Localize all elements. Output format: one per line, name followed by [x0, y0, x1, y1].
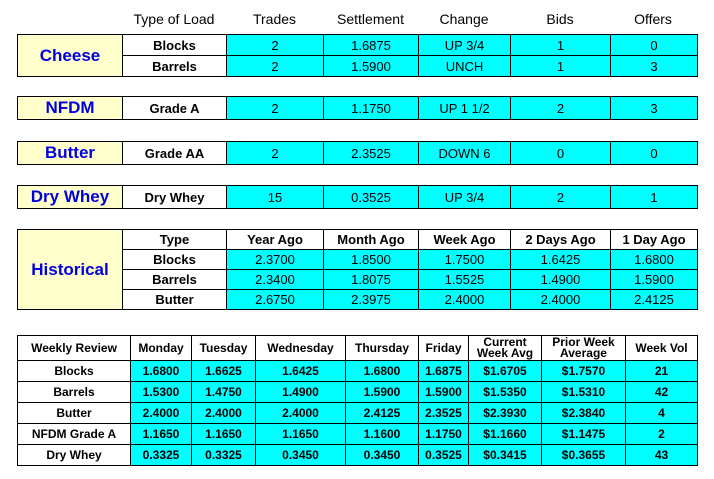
- historical-value: 2.4125: [611, 290, 698, 310]
- historical-value: 2.3700: [227, 250, 324, 270]
- weekly-value: $1.1660: [469, 424, 542, 445]
- cheese-settlement: 1.6875: [324, 35, 419, 56]
- weekly-value: $0.3655: [542, 445, 626, 466]
- weekly-col-header: Tuesday: [192, 336, 256, 361]
- weekly-row: [18, 382, 698, 403]
- cheese-offers: 3: [611, 56, 698, 77]
- cheese-load: Barrels: [123, 56, 227, 77]
- weekly-value: 1.4900: [256, 382, 346, 403]
- weekly-value: 2.4125: [346, 403, 419, 424]
- historical-col-header: 1 Day Ago: [611, 230, 698, 250]
- weekly-value: 1.4750: [192, 382, 256, 403]
- weekly-col-header: Friday: [419, 336, 469, 361]
- historical-value: 1.5525: [419, 270, 511, 290]
- historical-table: [17, 229, 698, 310]
- cheese-table: [17, 34, 698, 77]
- drywhey-trades: 15: [227, 186, 324, 209]
- nfdm-offers: 3: [611, 97, 698, 120]
- weekly-row-name: Butter: [18, 403, 131, 424]
- weekly-value: 1.6800: [346, 361, 419, 382]
- historical-type: Butter: [123, 290, 227, 310]
- butter-title: Butter: [18, 142, 123, 165]
- weekly-col-header: Week Vol: [626, 336, 698, 361]
- historical-value: 1.6800: [611, 250, 698, 270]
- cheese-change: UNCH: [419, 56, 511, 77]
- historical-col-header: Week Ago: [419, 230, 511, 250]
- weekly-row: [18, 424, 698, 445]
- historical-col-header: 2 Days Ago: [511, 230, 611, 250]
- weekly-value: 1.1600: [346, 424, 419, 445]
- historical-value: 1.7500: [419, 250, 511, 270]
- historical-col-header: Year Ago: [227, 230, 324, 250]
- nfdm-settlement: 1.1750: [324, 97, 419, 120]
- header-bids: Bids: [546, 11, 574, 27]
- weekly-value: 21: [626, 361, 698, 382]
- weekly-value: 1.6425: [256, 361, 346, 382]
- nfdm-bids: 2: [511, 97, 611, 120]
- weekly-row: [18, 445, 698, 466]
- weekly-value: 1.1650: [192, 424, 256, 445]
- header-trades: Trades: [252, 11, 297, 27]
- butter-settlement: 2.3525: [324, 142, 419, 165]
- nfdm-change: UP 1 1/2: [419, 97, 511, 120]
- weekly-value: 0.3450: [256, 445, 346, 466]
- weekly-col-header: Prior Week Average: [542, 336, 626, 361]
- weekly-review-table: [17, 335, 698, 466]
- weekly-value: 2.4000: [192, 403, 256, 424]
- weekly-col-header: Wednesday: [256, 336, 346, 361]
- cheese-bids: 1: [511, 56, 611, 77]
- weekly-value: 0.3325: [131, 445, 192, 466]
- weekly-value: 43: [626, 445, 698, 466]
- weekly-value: 42: [626, 382, 698, 403]
- weekly-value: 2.4000: [131, 403, 192, 424]
- cheese-row-blocks: [18, 35, 698, 56]
- weekly-value: 1.6800: [131, 361, 192, 382]
- nfdm-load: Grade A: [123, 97, 227, 120]
- weekly-value: $2.3840: [542, 403, 626, 424]
- weekly-value: $1.1475: [542, 424, 626, 445]
- historical-col-header: Month Ago: [324, 230, 419, 250]
- historical-value: 1.8075: [324, 270, 419, 290]
- header-change: Change: [439, 11, 489, 27]
- drywhey-settlement: 0.3525: [324, 186, 419, 209]
- drywhey-title: Dry Whey: [18, 186, 123, 209]
- weekly-col-header: Monday: [131, 336, 192, 361]
- cheese-bids: 1: [511, 35, 611, 56]
- butter-bids: 0: [511, 142, 611, 165]
- weekly-row-name: Barrels: [18, 382, 131, 403]
- weekly-row: [18, 361, 698, 382]
- nfdm-title: NFDM: [18, 97, 123, 120]
- cheese-title: Cheese: [18, 35, 123, 77]
- weekly-row-name: NFDM Grade A: [18, 424, 131, 445]
- drywhey-table: [17, 185, 698, 209]
- butter-trades: 2: [227, 142, 324, 165]
- historical-header-row: [18, 230, 698, 250]
- historical-type: Barrels: [123, 270, 227, 290]
- historical-value: 1.4900: [511, 270, 611, 290]
- weekly-value: 4: [626, 403, 698, 424]
- weekly-value: 1.6625: [192, 361, 256, 382]
- butter-table: [17, 141, 698, 165]
- nfdm-trades: 2: [227, 97, 324, 120]
- header-offers: Offers: [634, 11, 672, 27]
- weekly-value: 1.1650: [131, 424, 192, 445]
- drywhey-bids: 2: [511, 186, 611, 209]
- weekly-value: 1.1650: [256, 424, 346, 445]
- weekly-value: 1.6875: [419, 361, 469, 382]
- nfdm-table: [17, 96, 698, 120]
- cheese-offers: 0: [611, 35, 698, 56]
- cheese-trades: 2: [227, 35, 324, 56]
- historical-value: 1.5900: [611, 270, 698, 290]
- weekly-value: 1.5300: [131, 382, 192, 403]
- header-type-of-load: Type of Load: [133, 11, 215, 27]
- weekly-value: $2.3930: [469, 403, 542, 424]
- weekly-value: 2.4000: [256, 403, 346, 424]
- weekly-value: 1.5900: [419, 382, 469, 403]
- butter-row: [18, 142, 698, 165]
- weekly-value: 0.3450: [346, 445, 419, 466]
- weekly-row-name: Dry Whey: [18, 445, 131, 466]
- weekly-value: $1.7570: [542, 361, 626, 382]
- drywhey-row: [18, 186, 698, 209]
- weekly-value: 1.5900: [346, 382, 419, 403]
- weekly-value: 0.3325: [192, 445, 256, 466]
- weekly-value: 2.3525: [419, 403, 469, 424]
- butter-offers: 0: [611, 142, 698, 165]
- weekly-value: $1.6705: [469, 361, 542, 382]
- butter-load: Grade AA: [123, 142, 227, 165]
- historical-value: 1.6425: [511, 250, 611, 270]
- weekly-value: $0.3415: [469, 445, 542, 466]
- historical-value: 2.6750: [227, 290, 324, 310]
- weekly-value: 1.1750: [419, 424, 469, 445]
- drywhey-change: UP 3/4: [419, 186, 511, 209]
- weekly-header-row: [18, 336, 698, 361]
- nfdm-row: [18, 97, 698, 120]
- drywhey-load: Dry Whey: [123, 186, 227, 209]
- historical-value: 1.8500: [324, 250, 419, 270]
- drywhey-offers: 1: [611, 186, 698, 209]
- cheese-load: Blocks: [123, 35, 227, 56]
- cheese-change: UP 3/4: [419, 35, 511, 56]
- historical-col-header: Type: [123, 230, 227, 250]
- header-settlement: Settlement: [337, 11, 404, 27]
- weekly-value: 0.3525: [419, 445, 469, 466]
- weekly-value: $1.5310: [542, 382, 626, 403]
- weekly-col-header: Weekly Review: [18, 336, 131, 361]
- historical-value: 2.4000: [511, 290, 611, 310]
- historical-title: Historical: [18, 230, 123, 310]
- historical-value: 2.3975: [324, 290, 419, 310]
- weekly-row-name: Blocks: [18, 361, 131, 382]
- historical-value: 2.3400: [227, 270, 324, 290]
- cheese-settlement: 1.5900: [324, 56, 419, 77]
- weekly-value: $1.5350: [469, 382, 542, 403]
- historical-type: Blocks: [123, 250, 227, 270]
- weekly-row: [18, 403, 698, 424]
- weekly-value: 2: [626, 424, 698, 445]
- weekly-col-header: Current Week Avg: [469, 336, 542, 361]
- cheese-trades: 2: [227, 56, 324, 77]
- historical-value: 2.4000: [419, 290, 511, 310]
- butter-change: DOWN 6: [419, 142, 511, 165]
- weekly-col-header: Thursday: [346, 336, 419, 361]
